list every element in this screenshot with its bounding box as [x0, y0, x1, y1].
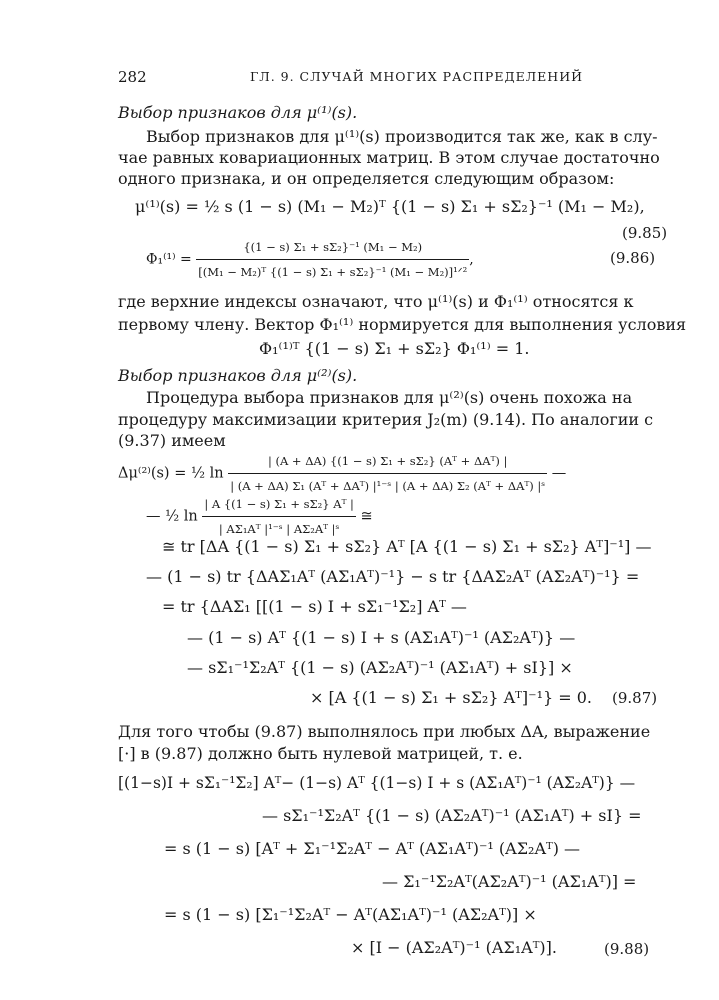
- fraction: [202, 493, 356, 540]
- paragraph-line: Процедура выбора признаков для μ⁽²⁾(s) очень похожа на: [146, 388, 633, 407]
- running-title: ГЛ. 9. СЛУЧАЙ МНОГИХ РАСПРЕДЕЛЕНИЙ: [250, 69, 584, 84]
- paragraph-line: процедуру максимизации критерия J₂(m) (9.14). По аналогии с: [118, 410, 654, 429]
- equation-lhs: Δμ⁽²⁾(s) = ½ ln: [118, 465, 224, 482]
- fraction-numerator: {(1 − s) Σ₁ + sΣ₂}⁻¹ (M₁ − M₂): [196, 236, 469, 260]
- equation-9-85: μ⁽¹⁾(s) = ½ s (1 − s) (M₁ − M₂)ᵀ {(1 − s) Σ₁ + sΣ₂}⁻¹ (M₁ − M₂),: [135, 197, 645, 216]
- paragraph-line: первому члену. Вектор Φ₁⁽¹⁾ нормируется для выполнения условия: [118, 315, 687, 334]
- equation-9-87-line-5: = tr {ΔAΣ₁ [[(1 − s) I + sΣ₁⁻¹Σ₂] Aᵀ —: [162, 597, 467, 616]
- fraction-numerator: | A {(1 − s) Σ₁ + sΣ₂} Aᵀ |: [202, 493, 356, 517]
- page-number: 282: [118, 68, 147, 86]
- page-header: [118, 68, 678, 90]
- equation-9-88-line-6: × [I − (AΣ₂Aᵀ)⁻¹ (AΣ₁Aᵀ)].: [351, 938, 557, 957]
- fraction: [196, 236, 469, 283]
- fraction-denominator: [(M₁ − M₂)ᵀ {(1 − s) Σ₁ + sΣ₂}⁻¹ (M₁ − M₂)]¹ᐟ²: [198, 265, 468, 279]
- paragraph-line: где верхние индексы означают, что μ⁽¹⁾(s) и Φ₁⁽¹⁾ относятся к: [118, 292, 634, 311]
- equation-number: (9.88): [604, 940, 650, 958]
- equation-9-87-line-3: ≅ tr [ΔA {(1 − s) Σ₁ + sΣ₂} Aᵀ [A {(1 − s) Σ₁ + sΣ₂} Aᵀ]⁻¹] —: [162, 537, 652, 556]
- paragraph-line: чае равных ковариационных матриц. В этом случае достаточно: [118, 148, 660, 167]
- equation-9-86: [146, 236, 474, 283]
- equation-tail: —: [547, 465, 567, 482]
- equation-tail: ,: [469, 251, 474, 268]
- equation-9-88-line-2: — sΣ₁⁻¹Σ₂Aᵀ {(1 − s) (AΣ₂Aᵀ)⁻¹ (AΣ₁Aᵀ) + sI} =: [262, 806, 642, 825]
- equation-9-88-line-5: = s (1 − s) [Σ₁⁻¹Σ₂Aᵀ − Aᵀ(AΣ₁Aᵀ)⁻¹ (AΣ₂Aᵀ)] ×: [164, 905, 537, 924]
- section-heading-mu1: Выбор признаков для μ⁽¹⁾(s).: [118, 103, 358, 122]
- equation-number: (9.85): [622, 224, 668, 242]
- fraction-denominator: | (A + ΔA) Σ₁ (Aᵀ + ΔAᵀ) |¹⁻ˢ | (A + ΔA) Σ₂ (Aᵀ + ΔAᵀ) |ˢ: [230, 479, 546, 493]
- equation-lhs: Φ₁⁽¹⁾ =: [146, 251, 192, 268]
- equation-9-87-line-8: × [A {(1 − s) Σ₁ + sΣ₂} Aᵀ]⁻¹} = 0.: [310, 688, 592, 707]
- equation-9-87-line-1: [118, 450, 566, 497]
- fraction-numerator: | (A + ΔA) {(1 − s) Σ₁ + sΣ₂} (Aᵀ + ΔAᵀ) |: [228, 450, 547, 474]
- equation-9-88-line-4: — Σ₁⁻¹Σ₂Aᵀ(AΣ₂Aᵀ)⁻¹ (AΣ₁Aᵀ)] =: [382, 872, 637, 891]
- paragraph-line: [·] в (9.87) должно быть нулевой матрицей, т. е.: [118, 744, 523, 763]
- fraction-denominator: | AΣ₁Aᵀ |¹⁻ˢ | AΣ₂Aᵀ |ˢ: [218, 522, 340, 536]
- equation-number: (9.86): [610, 249, 656, 267]
- paragraph-line: одного признака, и он определяется следующим образом:: [118, 169, 615, 188]
- equation-9-88-line-1: [(1−s)I + sΣ₁⁻¹Σ₂] Aᵀ− (1−s) Aᵀ {(1−s) I + s (AΣ₁Aᵀ)⁻¹ (AΣ₂Aᵀ)} —: [118, 774, 636, 792]
- paragraph-line: Выбор признаков для μ⁽¹⁾(s) производится так же, как в слу-: [146, 127, 658, 146]
- section-heading-mu2: Выбор признаков для μ⁽²⁾(s).: [118, 366, 358, 385]
- fraction: [228, 450, 547, 497]
- equation-9-87-line-4: — (1 − s) tr {ΔAΣ₁Aᵀ (AΣ₁Aᵀ)⁻¹} − s tr {ΔAΣ₂Aᵀ (AΣ₂Aᵀ)⁻¹} =: [146, 567, 640, 586]
- normalization-equation: Φ₁⁽¹⁾ᵀ {(1 − s) Σ₁ + sΣ₂} Φ₁⁽¹⁾ = 1.: [259, 339, 530, 358]
- equation-number: (9.87): [612, 689, 658, 707]
- equation-9-87-line-6: — (1 − s) Aᵀ {(1 − s) I + s (AΣ₁Aᵀ)⁻¹ (AΣ₂Aᵀ)} —: [187, 628, 576, 647]
- equation-9-88-line-3: = s (1 − s) [Aᵀ + Σ₁⁻¹Σ₂Aᵀ − Aᵀ (AΣ₁Aᵀ)⁻¹ (AΣ₂Aᵀ) —: [164, 839, 581, 858]
- equation-tail: ≅: [355, 508, 373, 525]
- paragraph-line: Для того чтобы (9.87) выполнялось при любых ΔA, выражение: [118, 722, 651, 741]
- equation-lhs: — ½ ln: [146, 508, 198, 525]
- equation-9-87-line-7: — sΣ₁⁻¹Σ₂Aᵀ {(1 − s) (AΣ₂Aᵀ)⁻¹ (AΣ₁Aᵀ) + sI}] ×: [187, 658, 573, 677]
- equation-9-87-line-2: [146, 493, 373, 540]
- paragraph-line: (9.37) имеем: [118, 431, 226, 450]
